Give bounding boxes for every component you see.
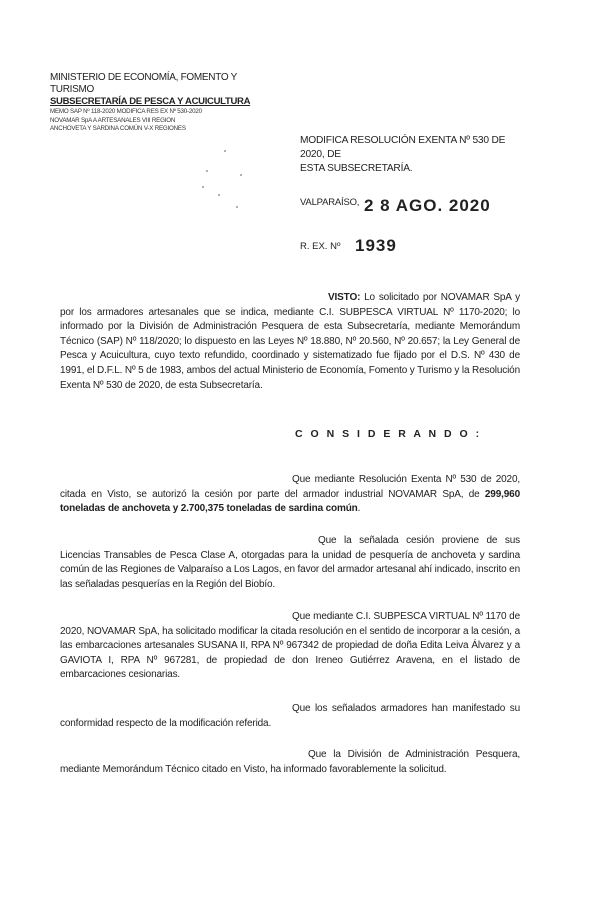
paragraph-text: Que mediante Resolución Exenta Nº 530 de 2020, citada en Visto, se autorizó la cesión por parte del armador industrial NOVAMAR SpA, de [60,474,520,500]
resolution-number: 1939 [355,236,397,255]
paragraph-text: Que mediante C.I. SUBPESCA VIRTUAL Nº 1170 de 2020, NOVAMAR SpA, ha solicitado modificar la citada resolución en el sentido de incorporar a la cesión, a las embarcaciones artesanales SUSANA II, RPA Nº 967342 de propiedad de doña Edita Leiva Álvarez y a GAVIOTA I, RPA Nº 967281, de propiedad de don Ireneo Gutiérrez Aravena, en el listado de embarcaciones cesionarias. [60,611,520,681]
considerando-paragraph-1 [60,473,520,517]
considerando-paragraph-4 [60,702,520,731]
considerando-paragraph-5 [60,748,520,777]
resolution-number-label: R. EX. Nº [300,241,341,252]
date-stamp: 2 8 AGO. 2020 [364,196,491,215]
subject-line: ESTA SUBSECRETARÍA. [300,163,413,174]
faint-stamp-marks [200,150,260,210]
visto-lead: VISTO: [328,292,361,303]
resolution-subject [300,134,530,176]
considerando-heading: C O N S I D E R A N D O : [295,428,482,440]
visto-paragraph [60,291,520,393]
paragraph-text: Que la División de Administración Pesquera, mediante Memorándum Técnico citado en Visto, ha informado favorablemente la solicitud. [60,749,520,775]
paragraph-text: Que los señalados armadores han manifestado su conformidad respecto de la modificación referida. [60,703,520,729]
reference-line: NOVAMAR SpA A ARTESANALES VIII REGION [50,116,176,124]
visto-text: Lo solicitado por NOVAMAR SpA y por los armadores artesanales que se indica, mediante C.I. SUBPESCA VIRTUAL Nº 1170-2020; lo informado por la División de Administración Pesquera de esta Subsecretaría, mediante Memorándum Técnico (SAP) Nº 118/2020; lo dispuesto en las Leyes Nº 18.880, Nº 20.560, Nº 20.657; la Ley General de Pesca y Acuicultura, cuyo texto refundido, coordinado y sistematizado fue fijado por el D.S. Nº 430 de 1991, el D.F.L. Nº 5 de 1983, ambos del actual Ministerio de Economía, Fomento y Turismo y la Resolución Exenta Nº 530 de 2020, de esta Subsecretaría. [60,292,520,391]
paragraph-text: Que la señalada cesión proviene de sus Licencias Transables de Pesca Clase A, otorgadas para la unidad de pesquería de anchoveta y sardina común de las Regiones de Valparaíso a Los Lagos, en favor del armador artesanal ahí indicado, inscrito en las señaladas pesquerías en la Región del Biobío. [60,535,520,590]
letterhead [50,72,280,134]
reference-line: MEMO SAP Nº 118-2020 MODIFICA RES EX Nº 530-2020 [50,108,202,115]
reference-line: ANCHOVETA Y SARDINA COMÚN V-X REGIONES [50,125,186,133]
ministry-name: MINISTERIO DE ECONOMÍA, FOMENTO Y TURISMO [50,72,237,95]
subsecretaria-name: SUBSECRETARÍA DE PESCA Y ACUICULTURA [50,96,251,107]
highlighted-quantities: 299,960 toneladas de anchoveta y 2.700,375 toneladas de sardina común [60,488,520,515]
paragraph-text: . [357,503,361,515]
considerando-paragraph-2 [60,534,520,592]
considerando-paragraph-3 [60,610,520,683]
place-label: VALPARAÍSO, [300,197,360,208]
subject-line: MODIFICA RESOLUCIÓN EXENTA Nº 530 DE 2020, DE [300,135,506,160]
